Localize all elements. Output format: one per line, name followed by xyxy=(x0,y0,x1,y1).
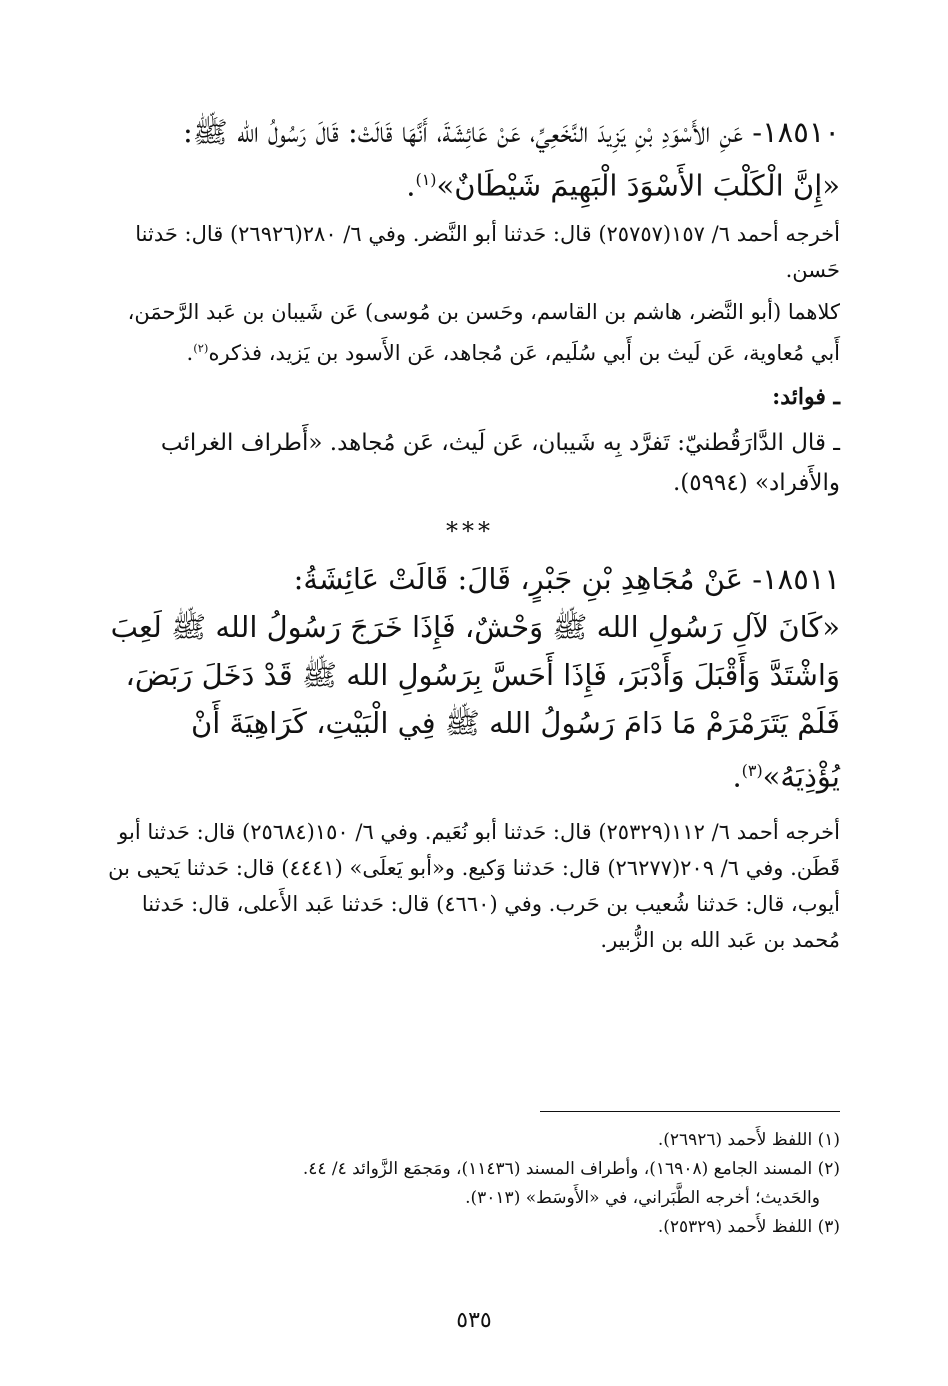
footnote-ref-2: (٢) xyxy=(193,340,209,355)
takhrij-18510-a: أخرجه أحمد ٦/ ١٥٧(٢٥٧٥٧) قال: حَدثنا أبو النَّضر. وفي ٦/ ٢٨٠(٢٦٩٢٦) قال: حَدثنا حَسن. xyxy=(135,221,840,282)
footnote-2-continued: والحَديث؛ أخرجه الطَّبَراني، في «الأَوسَط» (٣٠١٣). xyxy=(465,1188,820,1208)
takhrij-end: . xyxy=(186,340,194,365)
fawaid-text: ـ قال الدَّارَقُطنيّ: تَفرَّد بِه شَيبان، عَن لَيث، عَن مُجاهد. «أَطراف الغرائب والأَفراد» (٥٩٩٤). xyxy=(160,429,840,496)
footnote-2: (٢) المسند الجامع (١٦٩٠٨)، وأطراف المسند (١١٤٣٦)، ومَجمَع الزَّوائد ٤/ ٤٤. xyxy=(302,1159,840,1179)
footnote-3: (٣) اللفظ لأَحمد (٢٥٣٢٩). xyxy=(657,1217,840,1237)
hadith-matn-18511 xyxy=(100,603,840,801)
matn-text: «إِنَّ الْكَلْبَ الأَسْوَدَ الْبَهِيمَ شَيْطَانٌ» xyxy=(436,168,840,203)
section-separator: *** xyxy=(446,516,494,545)
hadith-matn-18510 xyxy=(100,156,840,210)
footnote-ref-3: (٣) xyxy=(741,760,763,780)
hadith-heading-18510: ١٨٥١٠- عَنِ الأَسْوَدِ بْنِ يَزِيدَ النَّخَعِيِّ، عَنْ عَائِشَةَ، أَنَّهَا قَالَتْ: قَالَ رَسُولُ الله ﷺ: xyxy=(183,115,840,149)
footnote-ref-1: (١) xyxy=(415,170,437,189)
page-number: ٥٣٥ xyxy=(456,1308,492,1333)
page-body xyxy=(100,108,840,958)
footnote-divider xyxy=(540,1111,840,1112)
takhrij-18511: أخرجه أحمد ٦/ ١١٢(٢٥٣٢٩) قال: حَدثنا أبو نُعَيم. وفي ٦/ ١٥٠(٢٥٦٨٤) قال: حَدثنا أبو قَطَن. وفي ٦/ ٢٠٩(٢٦٢٧٧) قال: حَدثنا وَكيع. و«أبو يَعلَى» (٤٤٤١) قال: حَدثنا يَحيى بن أيوب، قال: حَدثنا شُعيب بن حَرب. وفي (٤٦٦٠) قال: حَدثنا عَبد الأَعلى، قال: حَدثنا مُحمد بن عَبد الله بن الزُّبير. xyxy=(108,820,840,953)
matn-text: «كَانَ لآلِ رَسُولِ الله ﷺ وَحْشٌ، فَإِذَا خَرَجَ رَسُولُ الله ﷺ لَعِبَ وَاشْتَدَّ وَأَقْبَلَ وَأَدْبَرَ، فَإِذَا أَحَسَّ بِرَسُولِ الله ﷺ قَدْ دَخَلَ رَبَضَ، فَلَمْ يَتَرَمْرَمْ مَا دَامَ رَسُولُ الله ﷺ فِي الْبَيْتِ، كَرَاهِيَةَ أَنْ يُؤْذِيَهُ» xyxy=(110,609,840,794)
footnote-1: (١) اللفظ لأَحمد (٢٦٩٢٦). xyxy=(657,1130,840,1150)
matn-end: . xyxy=(406,168,416,203)
fawaid-label: ـ فوائد: xyxy=(772,383,840,410)
hadith-heading-18511: ١٨٥١١- عَنْ مُجَاهِدِ بْنِ جَبْرٍ، قَالَ: قَالَتْ عَائِشَةُ: xyxy=(293,561,840,596)
takhrij-18510-b xyxy=(100,294,840,371)
takhrij-text: كلاهما (أبو النَّضر، هاشم بن القاسم، وحَسن بن مُوسى) عَن شَيبان بن عَبد الرَّحمَن، أَبي مُعاوية، عَن لَيث بن أَبي سُلَيم، عَن مُجاهد، عَن الأَسود بن يَزيد، فذكره xyxy=(127,299,840,365)
footnotes xyxy=(100,1126,840,1242)
matn-end: . xyxy=(732,759,742,794)
